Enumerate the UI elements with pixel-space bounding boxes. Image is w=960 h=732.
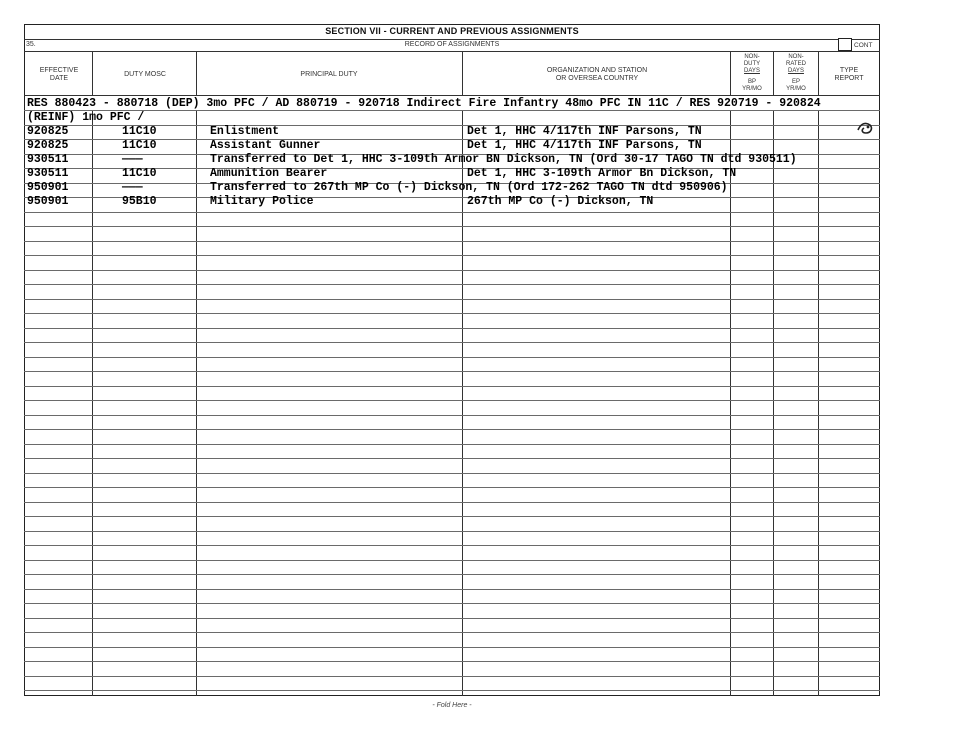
divider xyxy=(462,51,463,95)
principal-duty: Military Police xyxy=(210,195,314,208)
row-rule xyxy=(24,212,880,213)
divider xyxy=(773,51,774,95)
duty-mosc: 95B10 xyxy=(122,195,157,208)
row-rule xyxy=(24,110,880,111)
row-rule xyxy=(24,458,880,459)
continuation-line: RES 880423 - 880718 (DEP) 3mo PFC / AD 880719 - 920718 Indirect Fire Infantry 48mo PFC IN 11C / RES 920719 - 920824 xyxy=(27,97,821,110)
row-rule xyxy=(24,357,880,358)
header-bp-yrmo: BP YR/MO xyxy=(742,79,762,92)
organization-station: 267th MP Co (-) Dickson, TN xyxy=(467,195,654,208)
row-rule xyxy=(24,270,880,271)
organization-station: Det 1, HHC 4/117th INF Parsons, TN xyxy=(467,139,702,152)
divider xyxy=(818,51,819,95)
divider xyxy=(730,51,731,95)
row-rule xyxy=(24,473,880,474)
duty-mosc: ——— xyxy=(122,181,143,194)
effective-date: 930511 xyxy=(27,167,69,180)
row-rule xyxy=(24,299,880,300)
row-rule xyxy=(24,328,880,329)
row-rule xyxy=(24,429,880,430)
principal-duty: Transferred to Det 1, HHC 3-109th Armor BN Dickson, TN (Ord 30-17 TAGO TN dtd 930511) xyxy=(210,153,797,166)
divider xyxy=(24,95,880,96)
cont-checkbox[interactable] xyxy=(838,38,852,51)
row-rule xyxy=(24,415,880,416)
row-rule xyxy=(24,342,880,343)
row-rule xyxy=(24,545,880,546)
row-rule xyxy=(24,444,880,445)
row-rule xyxy=(24,560,880,561)
principal-duty: Transferred to 267th MP Co (-) Dickson, TN (Ord 172-262 TAGO TN dtd 950906) xyxy=(210,181,728,194)
effective-date: 920825 xyxy=(27,139,69,152)
header-non-duty-days: NON- DUTY DAYS xyxy=(743,54,761,74)
row-rule xyxy=(24,284,880,285)
row-rule xyxy=(24,313,880,314)
row-rule xyxy=(24,690,880,691)
record-title: RECORD OF ASSIGNMENTS xyxy=(404,41,500,48)
row-rule xyxy=(24,676,880,677)
cont-label: CONT xyxy=(854,42,873,49)
effective-date: 950901 xyxy=(27,181,69,194)
header-organization: ORGANIZATION AND STATION OR OVERSEA COUNTRY xyxy=(546,67,648,82)
row-rule xyxy=(24,574,880,575)
row-rule xyxy=(24,371,880,372)
scan-mark-icon xyxy=(856,120,876,136)
row-rule xyxy=(24,516,880,517)
principal-duty: Ammunition Bearer xyxy=(210,167,328,180)
row-rule xyxy=(24,618,880,619)
header-ep-yrmo: EP YR/MO xyxy=(786,79,806,92)
duty-mosc: 11C10 xyxy=(122,139,157,152)
effective-date: 950901 xyxy=(27,195,69,208)
organization-station: Det 1, HHC 3-109th Armor Bn Dickson, TN xyxy=(467,167,737,180)
fold-label: - Fold Here - xyxy=(432,702,472,709)
divider xyxy=(196,51,197,95)
duty-mosc: ——— xyxy=(122,153,143,166)
duty-mosc: 11C10 xyxy=(122,125,157,138)
continuation-line: (REINF) 1mo PFC / xyxy=(27,111,145,124)
row-rule xyxy=(24,502,880,503)
row-rule xyxy=(24,226,880,227)
row-rule xyxy=(24,255,880,256)
divider xyxy=(24,39,880,40)
row-rule xyxy=(24,647,880,648)
header-principal-duty: PRINCIPAL DUTY xyxy=(300,71,358,78)
row-rule xyxy=(24,589,880,590)
effective-date: 920825 xyxy=(27,125,69,138)
header-type-report: TYPE REPORT xyxy=(834,67,864,82)
divider xyxy=(92,51,93,95)
header-duty-mosc: DUTY MOSC xyxy=(124,71,166,78)
row-rule xyxy=(24,661,880,662)
principal-duty: Assistant Gunner xyxy=(210,139,321,152)
row-rule xyxy=(24,241,880,242)
principal-duty: Enlistment xyxy=(210,125,280,138)
row-rule xyxy=(24,386,880,387)
organization-station: Det 1, HHC 4/117th INF Parsons, TN xyxy=(467,125,702,138)
row-rule xyxy=(24,487,880,488)
divider xyxy=(24,51,880,52)
row-rule xyxy=(24,400,880,401)
row-rule xyxy=(24,603,880,604)
row-rule xyxy=(24,531,880,532)
section-title: SECTION VII - CURRENT AND PREVIOUS ASSIGNMENTS xyxy=(325,26,579,36)
duty-mosc: 11C10 xyxy=(122,167,157,180)
row-rule xyxy=(24,632,880,633)
effective-date: 930511 xyxy=(27,153,69,166)
item-number: 35. xyxy=(26,41,36,48)
header-non-rated-days: NON- RATED DAYS xyxy=(786,54,806,74)
header-effective-date: EFFECTIVE DATE xyxy=(39,67,79,82)
